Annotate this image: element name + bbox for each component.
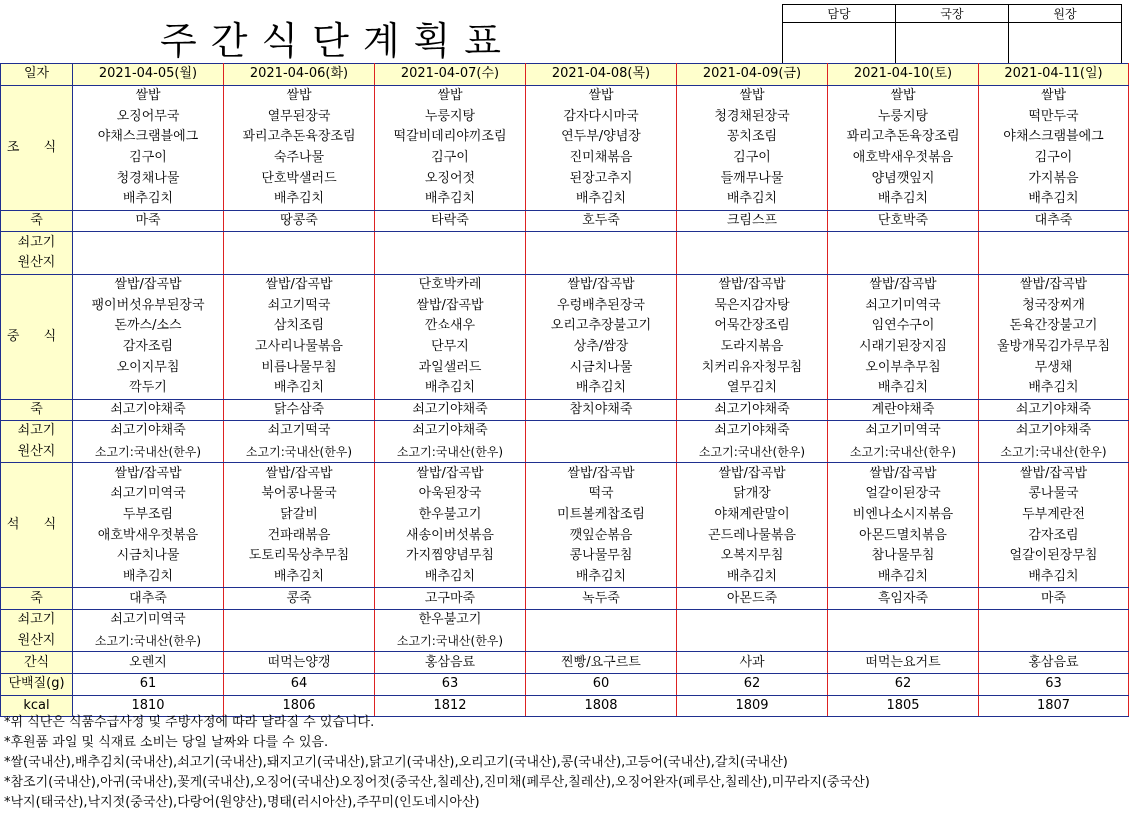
beef-origin-dish: 쇠고기야채죽 bbox=[979, 421, 1129, 442]
beef-origin-dish bbox=[73, 232, 224, 253]
lunch-dish: 울방개묵김가루무침 bbox=[979, 337, 1129, 358]
breakfast-dish: 떡만두국 bbox=[979, 106, 1129, 127]
dinner-dish: 참나물무침 bbox=[828, 546, 979, 567]
lunch-dish: 치커리유자청무침 bbox=[677, 357, 828, 378]
porridge-dish: 타락죽 bbox=[375, 210, 526, 232]
beef-origin-dish bbox=[375, 232, 526, 253]
porridge-dish: 아몬드죽 bbox=[677, 588, 828, 610]
dinner-dish: 닭개장 bbox=[677, 484, 828, 505]
beef-origin-dish: 쇠고기야채죽 bbox=[677, 421, 828, 442]
protein-value: 61 bbox=[73, 674, 224, 696]
breakfast-dish: 누룽지탕 bbox=[828, 106, 979, 127]
dinner-dish: 곤드레나물볶음 bbox=[677, 525, 828, 546]
porridge-dish: 마죽 bbox=[979, 588, 1129, 610]
lunch-dish: 열무김치 bbox=[677, 378, 828, 399]
dinner-dish: 배추김치 bbox=[375, 567, 526, 588]
snack-item: 홍삼음료 bbox=[375, 652, 526, 674]
porridge-dish: 콩죽 bbox=[224, 588, 375, 610]
approval-box bbox=[782, 4, 1122, 64]
dinner-dish: 도토리묵상추무침 bbox=[224, 546, 375, 567]
lunch-dish: 어묵간장조림 bbox=[677, 316, 828, 337]
dinner-dish: 얼갈이된장무침 bbox=[979, 546, 1129, 567]
breakfast-dish: 꽈리고추돈육장조림 bbox=[828, 127, 979, 148]
porridge-dish: 쇠고기야채죽 bbox=[979, 399, 1129, 421]
protein-value: 62 bbox=[828, 674, 979, 696]
lunch-dish: 비름나물무침 bbox=[224, 357, 375, 378]
protein-value: 63 bbox=[375, 674, 526, 696]
breakfast-dish: 애호박새우젓볶음 bbox=[828, 148, 979, 169]
beef-origin-label-bottom: 원산지 bbox=[1, 631, 73, 652]
beef-origin-source: 소고기:국내산(한우) bbox=[375, 442, 526, 463]
breakfast-dish: 김구이 bbox=[979, 148, 1129, 169]
beef-origin-dish: 한우불고기 bbox=[375, 610, 526, 631]
kcal-value: 1805 bbox=[828, 695, 979, 717]
breakfast-dish: 쌀밥 bbox=[677, 85, 828, 106]
lunch-dish: 청국장찌개 bbox=[979, 295, 1129, 316]
beef-origin-source bbox=[526, 442, 677, 463]
day-header: 2021-04-07(수) bbox=[375, 64, 526, 86]
beef-origin-source bbox=[526, 631, 677, 652]
lunch-dish: 시래기된장지짐 bbox=[828, 337, 979, 358]
kcal-value: 1809 bbox=[677, 695, 828, 717]
approval-label-staff: 담당 bbox=[783, 5, 896, 23]
lunch-dish: 배추김치 bbox=[375, 378, 526, 399]
porridge-dish: 땅콩죽 bbox=[224, 210, 375, 232]
breakfast-dish: 오징어젓 bbox=[375, 168, 526, 189]
note-line: *후원품 과일 및 식재료 소비는 당일 날짜와 다를 수 있음. bbox=[4, 735, 329, 750]
dinner-dish: 가지찜양념무침 bbox=[375, 546, 526, 567]
day-header: 2021-04-05(월) bbox=[73, 64, 224, 86]
lunch-dish: 쌀밥/잡곡밥 bbox=[526, 274, 677, 295]
breakfast-dish: 배추김치 bbox=[526, 189, 677, 210]
porridge-dish: 계란야채죽 bbox=[828, 399, 979, 421]
note-line: *쌀(국내산),배추김치(국내산),쇠고기(국내산),돼지고기(국내산),닭고기(국내산),오리고기(국내산),콩(국내산),고등어(국내산),갈치(국내산) bbox=[4, 755, 788, 770]
dinner-dish: 배추김치 bbox=[526, 567, 677, 588]
breakfast-dish: 김구이 bbox=[677, 148, 828, 169]
lunch-dish: 깐쇼새우 bbox=[375, 316, 526, 337]
breakfast-dish: 배추김치 bbox=[224, 189, 375, 210]
dinner-dish: 쌀밥/잡곡밥 bbox=[375, 463, 526, 484]
kcal-value: 1810 bbox=[73, 695, 224, 717]
snack-item: 사과 bbox=[677, 652, 828, 674]
breakfast-dish: 떡갈비데리야끼조림 bbox=[375, 127, 526, 148]
dinner-dish: 쌀밥/잡곡밥 bbox=[677, 463, 828, 484]
lunch-dish: 무생채 bbox=[979, 357, 1129, 378]
porridge-dish: 쇠고기야채죽 bbox=[375, 399, 526, 421]
lunch-dish: 상추/쌈장 bbox=[526, 337, 677, 358]
snack-label: 간식 bbox=[1, 652, 73, 674]
dinner-dish: 아욱된장국 bbox=[375, 484, 526, 505]
dinner-dish: 배추김치 bbox=[979, 567, 1129, 588]
lunch-label: 중 식 bbox=[1, 274, 73, 399]
approval-label-head: 원장 bbox=[1009, 5, 1122, 23]
beef-origin-dish bbox=[677, 232, 828, 253]
lunch-dish: 깍두기 bbox=[73, 378, 224, 399]
breakfast-dish: 쌀밥 bbox=[375, 85, 526, 106]
dinner-dish: 한우불고기 bbox=[375, 505, 526, 526]
breakfast-dish: 양념깻잎지 bbox=[828, 168, 979, 189]
dinner-dish: 야채계란말이 bbox=[677, 505, 828, 526]
day-header: 2021-04-09(금) bbox=[677, 64, 828, 86]
porridge-dish: 참치야채죽 bbox=[526, 399, 677, 421]
beef-origin-source: 소고기:국내산(한우) bbox=[979, 442, 1129, 463]
beef-origin-dish bbox=[526, 610, 677, 631]
day-header: 2021-04-08(목) bbox=[526, 64, 677, 86]
porridge-dish: 마죽 bbox=[73, 210, 224, 232]
beef-origin-dish: 쇠고기미역국 bbox=[73, 610, 224, 631]
beef-origin-source bbox=[375, 253, 526, 274]
note-line: *위 식단은 식품수급사정 및 주방사정에 따라 달라질 수 있습니다. bbox=[4, 715, 375, 730]
beef-origin-dish bbox=[979, 610, 1129, 631]
protein-value: 63 bbox=[979, 674, 1129, 696]
lunch-dish: 돈까스/소스 bbox=[73, 316, 224, 337]
breakfast-dish: 배추김치 bbox=[828, 189, 979, 210]
dinner-dish: 쌀밥/잡곡밥 bbox=[526, 463, 677, 484]
lunch-dish: 쌀밥/잡곡밥 bbox=[828, 274, 979, 295]
dinner-label: 석 식 bbox=[1, 463, 73, 588]
beef-origin-source bbox=[73, 253, 224, 274]
dinner-dish: 배추김치 bbox=[677, 567, 828, 588]
beef-origin-source bbox=[677, 631, 828, 652]
day-header: 2021-04-06(화) bbox=[224, 64, 375, 86]
page-title: 주간식단계획표 bbox=[160, 19, 515, 63]
lunch-dish: 단호박카레 bbox=[375, 274, 526, 295]
dinner-dish: 건파래볶음 bbox=[224, 525, 375, 546]
dinner-dish: 새송이버섯볶음 bbox=[375, 525, 526, 546]
kcal-value: 1808 bbox=[526, 695, 677, 717]
beef-origin-dish: 쇠고기미역국 bbox=[828, 421, 979, 442]
beef-origin-label-top: 쇠고기 bbox=[1, 421, 73, 442]
dinner-dish: 두부계란전 bbox=[979, 505, 1129, 526]
breakfast-dish: 된장고추지 bbox=[526, 168, 677, 189]
breakfast-dish: 청경채나물 bbox=[73, 168, 224, 189]
porridge-dish: 닭수삼죽 bbox=[224, 399, 375, 421]
lunch-dish: 쌀밥/잡곡밥 bbox=[677, 274, 828, 295]
dinner-dish: 비엔나소시지볶음 bbox=[828, 505, 979, 526]
beef-origin-label-top: 쇠고기 bbox=[1, 610, 73, 631]
note-line: *낙지(태국산),낙지젓(중국산),다랑어(원양산),명태(러시아산),주꾸미(인도네시아산) bbox=[4, 795, 480, 810]
breakfast-dish: 배추김치 bbox=[979, 189, 1129, 210]
snack-item: 홍삼음료 bbox=[979, 652, 1129, 674]
day-header: 2021-04-11(일) bbox=[979, 64, 1129, 86]
dinner-dish: 콩나물무침 bbox=[526, 546, 677, 567]
breakfast-dish: 청경채된장국 bbox=[677, 106, 828, 127]
dinner-dish: 닭갈비 bbox=[224, 505, 375, 526]
lunch-dish: 도라지볶음 bbox=[677, 337, 828, 358]
breakfast-dish: 열무된장국 bbox=[224, 106, 375, 127]
breakfast-dish: 쌀밥 bbox=[224, 85, 375, 106]
lunch-dish: 쌀밥/잡곡밥 bbox=[73, 274, 224, 295]
dinner-dish: 쇠고기미역국 bbox=[73, 484, 224, 505]
dinner-dish: 애호박새우젓볶음 bbox=[73, 525, 224, 546]
note-line: *참조기(국내산),아귀(국내산),꽃게(국내산),오징어(국내산)오징어젓(중국산,칠레산),진미채(페루산,칠레산),오징어완자(페루산,칠레산),미꾸라지(중국산) bbox=[4, 775, 870, 790]
breakfast-dish: 연두부/양념장 bbox=[526, 127, 677, 148]
lunch-dish: 단무지 bbox=[375, 337, 526, 358]
approval-sign-staff[interactable] bbox=[783, 23, 896, 64]
breakfast-dish: 꽁치조림 bbox=[677, 127, 828, 148]
beef-origin-label-top: 쇠고기 bbox=[1, 232, 73, 253]
breakfast-dish: 야채스크램블에그 bbox=[979, 127, 1129, 148]
lunch-dish: 우렁배추된장국 bbox=[526, 295, 677, 316]
porridge-dish: 흑임자죽 bbox=[828, 588, 979, 610]
dinner-dish: 감자조림 bbox=[979, 525, 1129, 546]
date-header-label: 일자 bbox=[1, 64, 73, 86]
approval-sign-head[interactable] bbox=[1009, 23, 1122, 64]
porridge-dish: 쇠고기야채죽 bbox=[73, 399, 224, 421]
dinner-dish: 배추김치 bbox=[828, 567, 979, 588]
dinner-dish: 시금치나물 bbox=[73, 546, 224, 567]
breakfast-dish: 감자다시마국 bbox=[526, 106, 677, 127]
breakfast-dish: 쌀밥 bbox=[73, 85, 224, 106]
beef-origin-dish: 쇠고기야채죽 bbox=[73, 421, 224, 442]
lunch-dish: 쇠고기떡국 bbox=[224, 295, 375, 316]
lunch-dish: 오이부추무침 bbox=[828, 357, 979, 378]
lunch-dish: 배추김치 bbox=[526, 378, 677, 399]
lunch-dish: 쌀밥/잡곡밥 bbox=[224, 274, 375, 295]
protein-value: 60 bbox=[526, 674, 677, 696]
porridge-dish: 대추죽 bbox=[979, 210, 1129, 232]
approval-sign-director[interactable] bbox=[896, 23, 1009, 64]
dinner-dish: 콩나물국 bbox=[979, 484, 1129, 505]
dinner-dish: 쌀밥/잡곡밥 bbox=[979, 463, 1129, 484]
dinner-dish: 배추김치 bbox=[224, 567, 375, 588]
lunch-dish: 배추김치 bbox=[828, 378, 979, 399]
dinner-dish: 오복지무침 bbox=[677, 546, 828, 567]
beef-origin-dish bbox=[979, 232, 1129, 253]
porridge-label: 죽 bbox=[1, 210, 73, 232]
lunch-dish: 배추김치 bbox=[224, 378, 375, 399]
dinner-dish: 배추김치 bbox=[73, 567, 224, 588]
dinner-dish: 쌀밥/잡곡밥 bbox=[224, 463, 375, 484]
lunch-dish: 오이지무침 bbox=[73, 357, 224, 378]
beef-origin-dish bbox=[677, 610, 828, 631]
breakfast-dish: 쌀밥 bbox=[526, 85, 677, 106]
kcal-value: 1812 bbox=[375, 695, 526, 717]
breakfast-label: 조 식 bbox=[1, 85, 73, 210]
breakfast-dish: 쌀밥 bbox=[979, 85, 1129, 106]
kcal-value: 1807 bbox=[979, 695, 1129, 717]
beef-origin-source bbox=[224, 253, 375, 274]
dinner-dish: 깻잎순볶음 bbox=[526, 525, 677, 546]
breakfast-dish: 오징어무국 bbox=[73, 106, 224, 127]
porridge-label: 죽 bbox=[1, 399, 73, 421]
snack-item: 찐빵/요구르트 bbox=[526, 652, 677, 674]
dinner-dish: 얼갈이된장국 bbox=[828, 484, 979, 505]
beef-origin-source bbox=[224, 631, 375, 652]
beef-origin-source bbox=[526, 253, 677, 274]
beef-origin-source: 소고기:국내산(한우) bbox=[73, 442, 224, 463]
beef-origin-dish bbox=[526, 232, 677, 253]
porridge-dish: 쇠고기야채죽 bbox=[677, 399, 828, 421]
lunch-dish: 삼치조림 bbox=[224, 316, 375, 337]
breakfast-dish: 야채스크램블에그 bbox=[73, 127, 224, 148]
porridge-dish: 녹두죽 bbox=[526, 588, 677, 610]
lunch-dish: 묵은지감자탕 bbox=[677, 295, 828, 316]
lunch-dish: 팽이버섯유부된장국 bbox=[73, 295, 224, 316]
breakfast-dish: 배추김치 bbox=[375, 189, 526, 210]
breakfast-dish: 숙주나물 bbox=[224, 148, 375, 169]
beef-origin-dish bbox=[828, 232, 979, 253]
porridge-dish: 크림스프 bbox=[677, 210, 828, 232]
breakfast-dish: 꽈리고추돈육장조림 bbox=[224, 127, 375, 148]
breakfast-dish: 쌀밥 bbox=[828, 85, 979, 106]
breakfast-dish: 배추김치 bbox=[677, 189, 828, 210]
dinner-dish: 쌀밥/잡곡밥 bbox=[828, 463, 979, 484]
lunch-dish: 과일샐러드 bbox=[375, 357, 526, 378]
lunch-dish: 오리고추장불고기 bbox=[526, 316, 677, 337]
dinner-dish: 떡국 bbox=[526, 484, 677, 505]
beef-origin-label-bottom: 원산지 bbox=[1, 253, 73, 274]
beef-origin-dish: 쇠고기떡국 bbox=[224, 421, 375, 442]
snack-item: 오렌지 bbox=[73, 652, 224, 674]
kcal-value: 1806 bbox=[224, 695, 375, 717]
porridge-dish: 고구마죽 bbox=[375, 588, 526, 610]
porridge-dish: 호두죽 bbox=[526, 210, 677, 232]
kcal-label: kcal bbox=[1, 695, 73, 717]
breakfast-dish: 들깨무나물 bbox=[677, 168, 828, 189]
beef-origin-dish bbox=[526, 421, 677, 442]
dinner-dish: 미트볼케찹조림 bbox=[526, 505, 677, 526]
dinner-dish: 두부조림 bbox=[73, 505, 224, 526]
beef-origin-dish bbox=[828, 610, 979, 631]
beef-origin-source: 소고기:국내산(한우) bbox=[224, 442, 375, 463]
porridge-dish: 단호박죽 bbox=[828, 210, 979, 232]
lunch-dish: 시금치나물 bbox=[526, 357, 677, 378]
beef-origin-source: 소고기:국내산(한우) bbox=[677, 442, 828, 463]
beef-origin-source bbox=[677, 253, 828, 274]
porridge-dish: 대추죽 bbox=[73, 588, 224, 610]
snack-item: 떠먹는요거트 bbox=[828, 652, 979, 674]
dinner-dish: 쌀밥/잡곡밥 bbox=[73, 463, 224, 484]
lunch-dish: 쌀밥/잡곡밥 bbox=[979, 274, 1129, 295]
breakfast-dish: 배추김치 bbox=[73, 189, 224, 210]
beef-origin-source bbox=[828, 631, 979, 652]
beef-origin-source: 소고기:국내산(한우) bbox=[73, 631, 224, 652]
beef-origin-source bbox=[979, 253, 1129, 274]
breakfast-dish: 가지볶음 bbox=[979, 168, 1129, 189]
weekly-menu-table bbox=[0, 63, 1129, 717]
lunch-dish: 쇠고기미역국 bbox=[828, 295, 979, 316]
breakfast-dish: 김구이 bbox=[73, 148, 224, 169]
protein-value: 64 bbox=[224, 674, 375, 696]
protein-label: 단백질(g) bbox=[1, 674, 73, 696]
approval-label-director: 국장 bbox=[896, 5, 1009, 23]
beef-origin-dish bbox=[224, 610, 375, 631]
lunch-dish: 배추김치 bbox=[979, 378, 1129, 399]
lunch-dish: 감자조림 bbox=[73, 337, 224, 358]
breakfast-dish: 진미채볶음 bbox=[526, 148, 677, 169]
lunch-dish: 쌀밥/잡곡밥 bbox=[375, 295, 526, 316]
porridge-label: 죽 bbox=[1, 588, 73, 610]
protein-value: 62 bbox=[677, 674, 828, 696]
breakfast-dish: 누룽지탕 bbox=[375, 106, 526, 127]
beef-origin-dish: 쇠고기야채죽 bbox=[375, 421, 526, 442]
beef-origin-source bbox=[828, 253, 979, 274]
breakfast-dish: 단호박샐러드 bbox=[224, 168, 375, 189]
lunch-dish: 고사리나물볶음 bbox=[224, 337, 375, 358]
lunch-dish: 돈육간장불고기 bbox=[979, 316, 1129, 337]
notes bbox=[0, 713, 1128, 813]
beef-origin-source bbox=[979, 631, 1129, 652]
snack-item: 떠먹는양갱 bbox=[224, 652, 375, 674]
breakfast-dish: 김구이 bbox=[375, 148, 526, 169]
lunch-dish: 임연수구이 bbox=[828, 316, 979, 337]
beef-origin-source: 소고기:국내산(한우) bbox=[375, 631, 526, 652]
beef-origin-source: 소고기:국내산(한우) bbox=[828, 442, 979, 463]
dinner-dish: 북어콩나물국 bbox=[224, 484, 375, 505]
day-header: 2021-04-10(토) bbox=[828, 64, 979, 86]
beef-origin-label-bottom: 원산지 bbox=[1, 442, 73, 463]
dinner-dish: 아몬드멸치볶음 bbox=[828, 525, 979, 546]
beef-origin-dish bbox=[224, 232, 375, 253]
